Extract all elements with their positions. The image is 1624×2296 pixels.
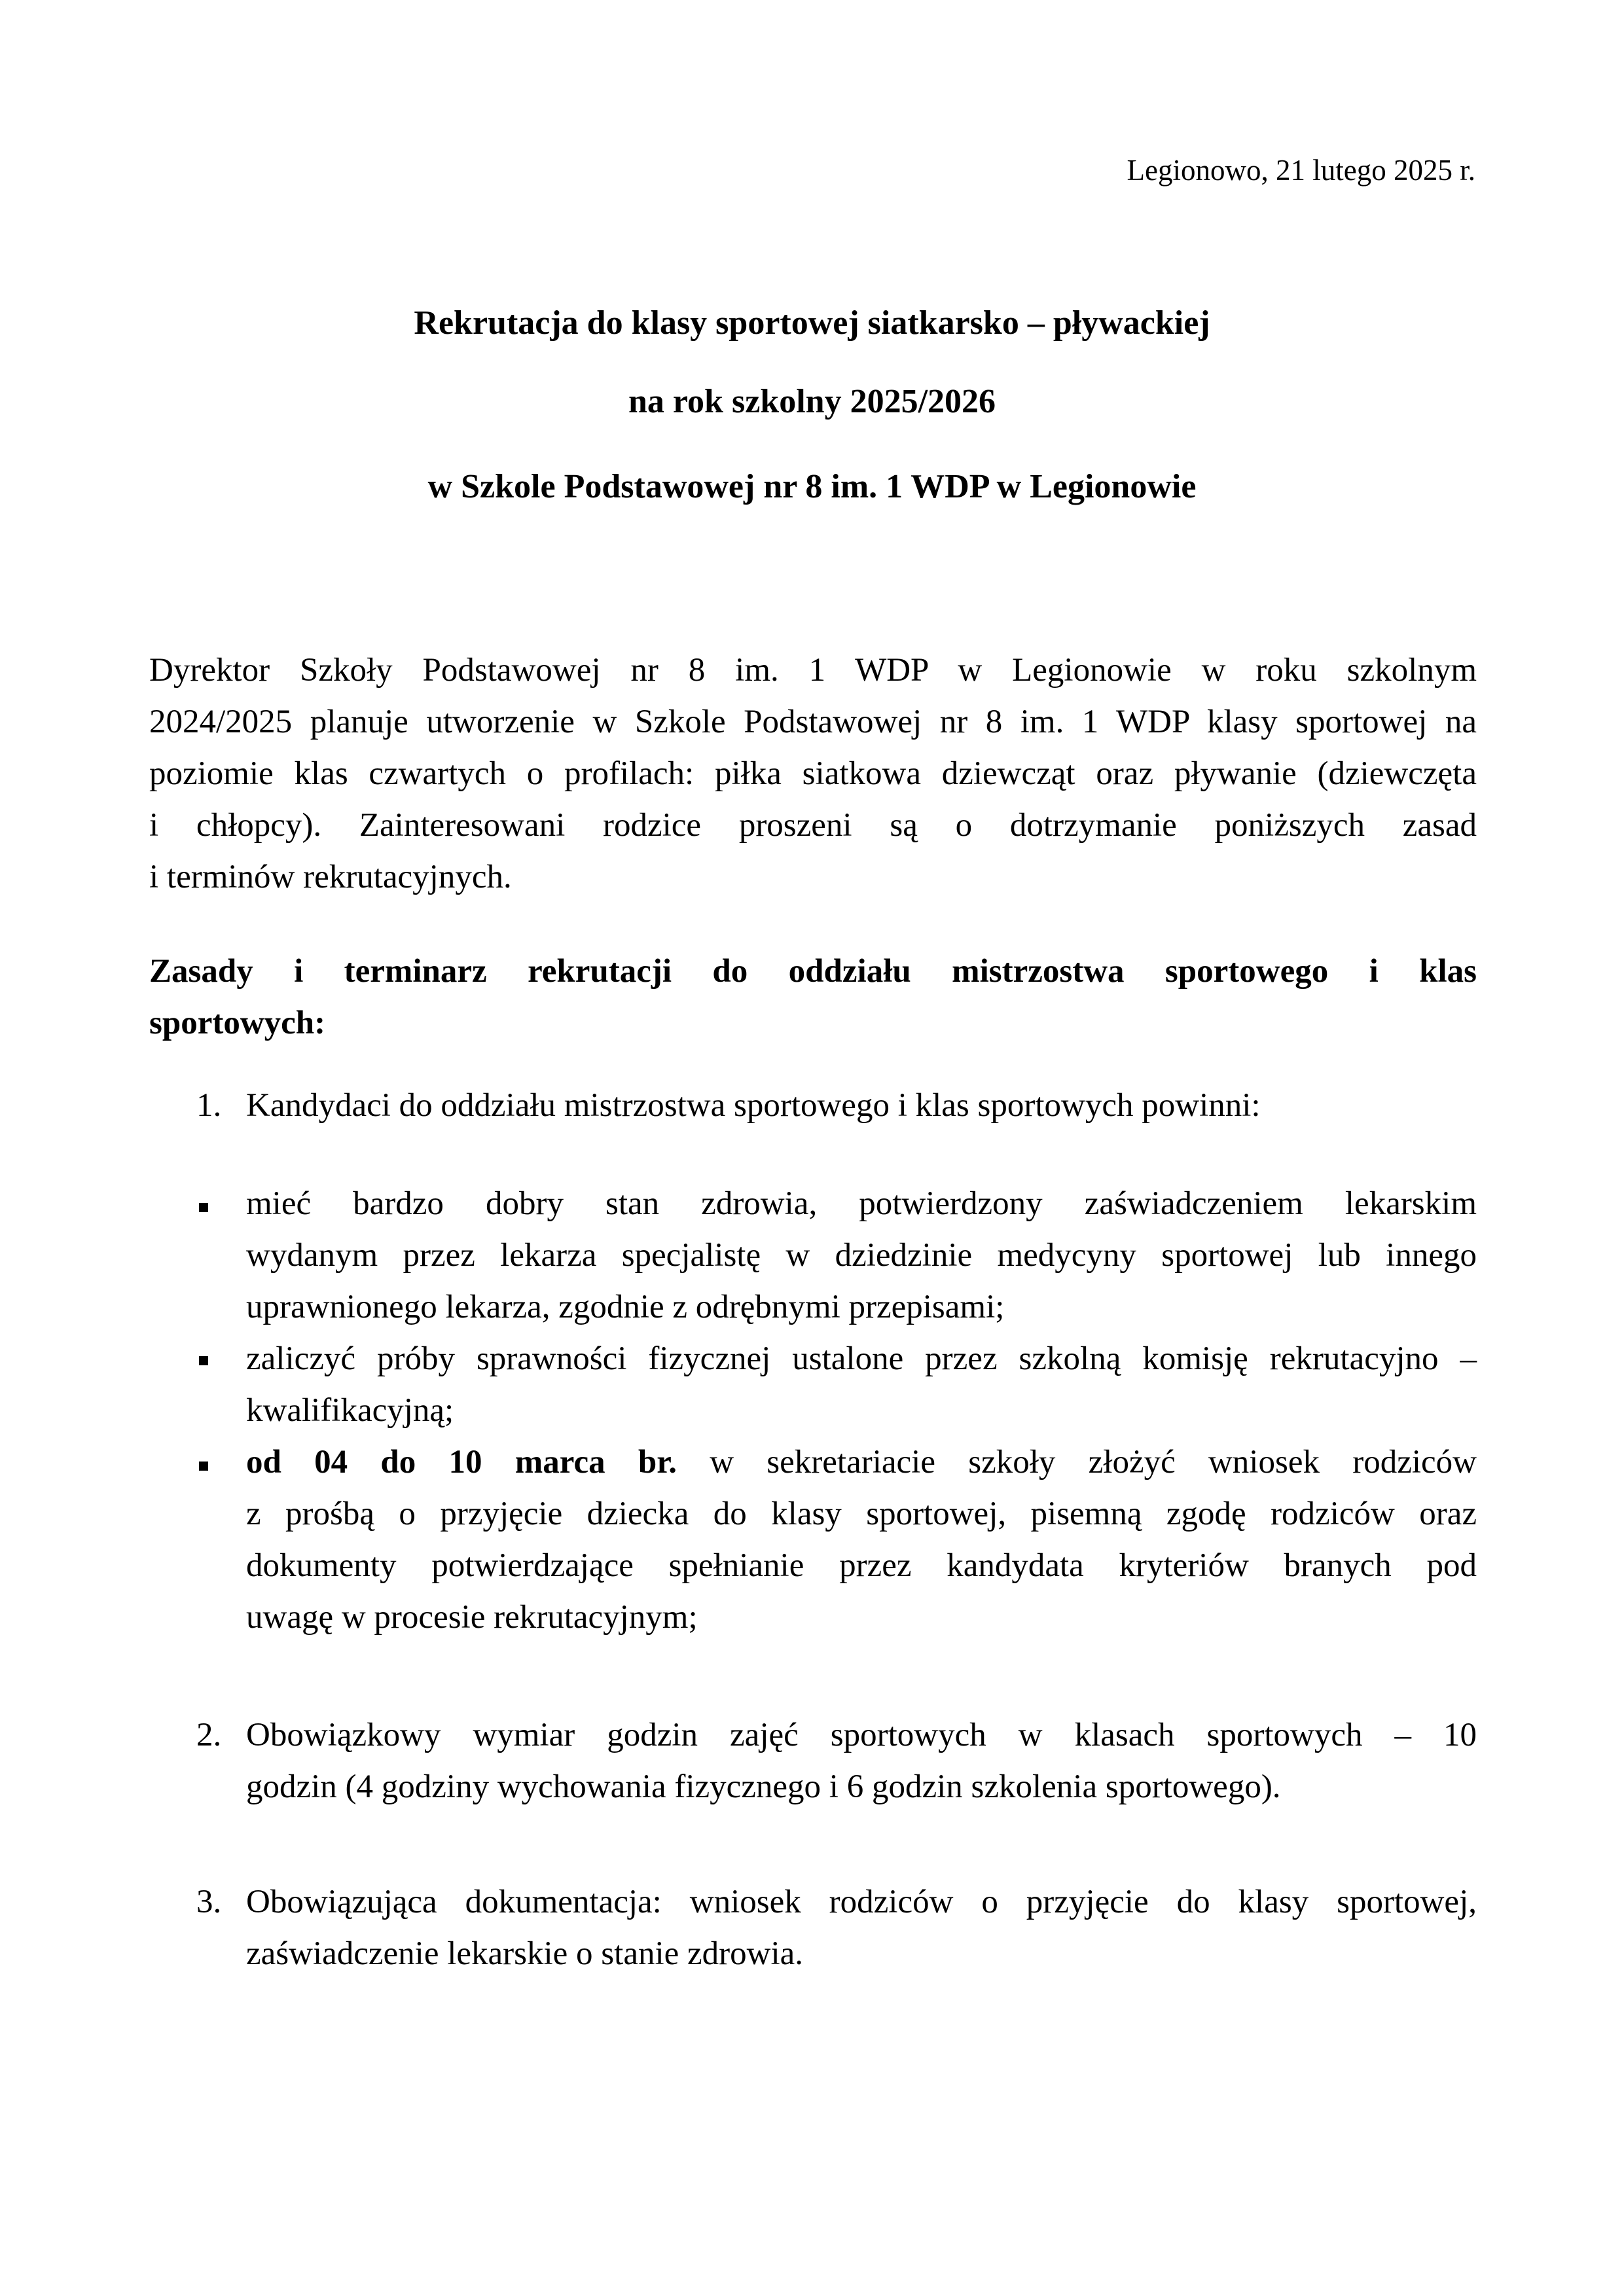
- title-line-2: na rok szkolny 2025/2026: [628, 383, 996, 420]
- intro-line: Dyrektor Szkoły Podstawowej nr 8 im. 1 WDP w Legionowie w roku szkolnym: [149, 652, 1477, 689]
- bullet-line: [246, 1437, 1477, 1488]
- bullet-line: uwagę w procesie rekrutacyjnym;: [246, 1599, 698, 1636]
- bullet-line-rest: w sekretariacie szkoły złożyć wniosek rodziców: [676, 1444, 1477, 1480]
- deadline-bold: od 04 do 10 marca br.: [246, 1444, 677, 1480]
- square-bullet-icon: [199, 1356, 208, 1365]
- square-bullet-icon: [199, 1462, 208, 1471]
- list-item-text: [246, 1876, 1477, 1980]
- bullet-line: mieć bardzo dobry stan zdrowia, potwierdzony zaświadczeniem lekarskim: [246, 1185, 1477, 1222]
- bullet-line: kwalifikacyjną;: [246, 1392, 454, 1429]
- rules-heading-line: Zasady i terminarz rekrutacji do oddziału mistrzostwa sportowego i klas: [149, 953, 1477, 990]
- title-line-3: w Szkole Podstawowej nr 8 im. 1 WDP w Legionowie: [427, 468, 1197, 505]
- bullet-line: zaliczyć próby sprawności fizycznej ustalone przez szkolną komisję rekrutacyjno –: [246, 1340, 1477, 1377]
- list-item-line: godzin (4 godziny wychowania fizycznego i 6 godzin szkolenia sportowego).: [246, 1768, 1281, 1805]
- bullet-item-2: [246, 1333, 1477, 1437]
- list-item-line: Kandydaci do oddziału mistrzostwa sportowego i klas sportowych powinni:: [246, 1087, 1261, 1124]
- list-number: 2.: [196, 1717, 222, 1753]
- bullet-line: wydanym przez lekarza specjalistę w dziedzinie medycyny sportowej lub innego: [246, 1237, 1477, 1274]
- rules-heading-line: sportowych:: [149, 1005, 326, 1041]
- bullet-item-3: [246, 1437, 1477, 1643]
- title-line-1: Rekrutacja do klasy sportowej siatkarsko – pływackiej: [414, 304, 1210, 342]
- intro-line: i terminów rekrutacyjnych.: [149, 859, 512, 895]
- list-item-text: [246, 1710, 1477, 1813]
- intro-line: i chłopcy). Zainteresowani rodzice proszeni są o dotrzymanie poniższych zasad: [149, 807, 1477, 844]
- rules-heading: [149, 946, 1477, 1049]
- bullet-line: z prośbą o przyjęcie dziecka do klasy sportowej, pisemną zgodę rodziców oraz: [246, 1496, 1477, 1532]
- intro-line: poziomie klas czwartych o profilach: piłka siatkowa dziewcząt oraz pływanie (dziewczęta: [149, 755, 1477, 792]
- intro-line: 2024/2025 planuje utworzenie w Szkole Podstawowej nr 8 im. 1 WDP klasy sportowej na: [149, 704, 1477, 740]
- list-item-text: [246, 1080, 1477, 1132]
- list-item-line: Obowiązkowy wymiar godzin zajęć sportowych w klasach sportowych – 10: [246, 1717, 1477, 1753]
- square-bullet-icon: [199, 1203, 208, 1212]
- bullet-line: uprawnionego lekarza, zgodnie z odrębnymi przepisami;: [246, 1289, 1005, 1325]
- bullet-item-1: [246, 1178, 1477, 1333]
- list-item-line: Obowiązująca dokumentacja: wniosek rodziców o przyjęcie do klasy sportowej,: [246, 1884, 1477, 1920]
- bullet-line: dokumenty potwierdzające spełnianie przez kandydata kryteriów branych pod: [246, 1547, 1477, 1584]
- list-item-line: zaświadczenie lekarskie o stanie zdrowia.: [246, 1935, 804, 1972]
- list-number: 1.: [196, 1087, 222, 1124]
- document-date: Legionowo, 21 lutego 2025 r.: [1127, 154, 1475, 187]
- list-number: 3.: [196, 1884, 222, 1920]
- intro-paragraph: [149, 645, 1477, 903]
